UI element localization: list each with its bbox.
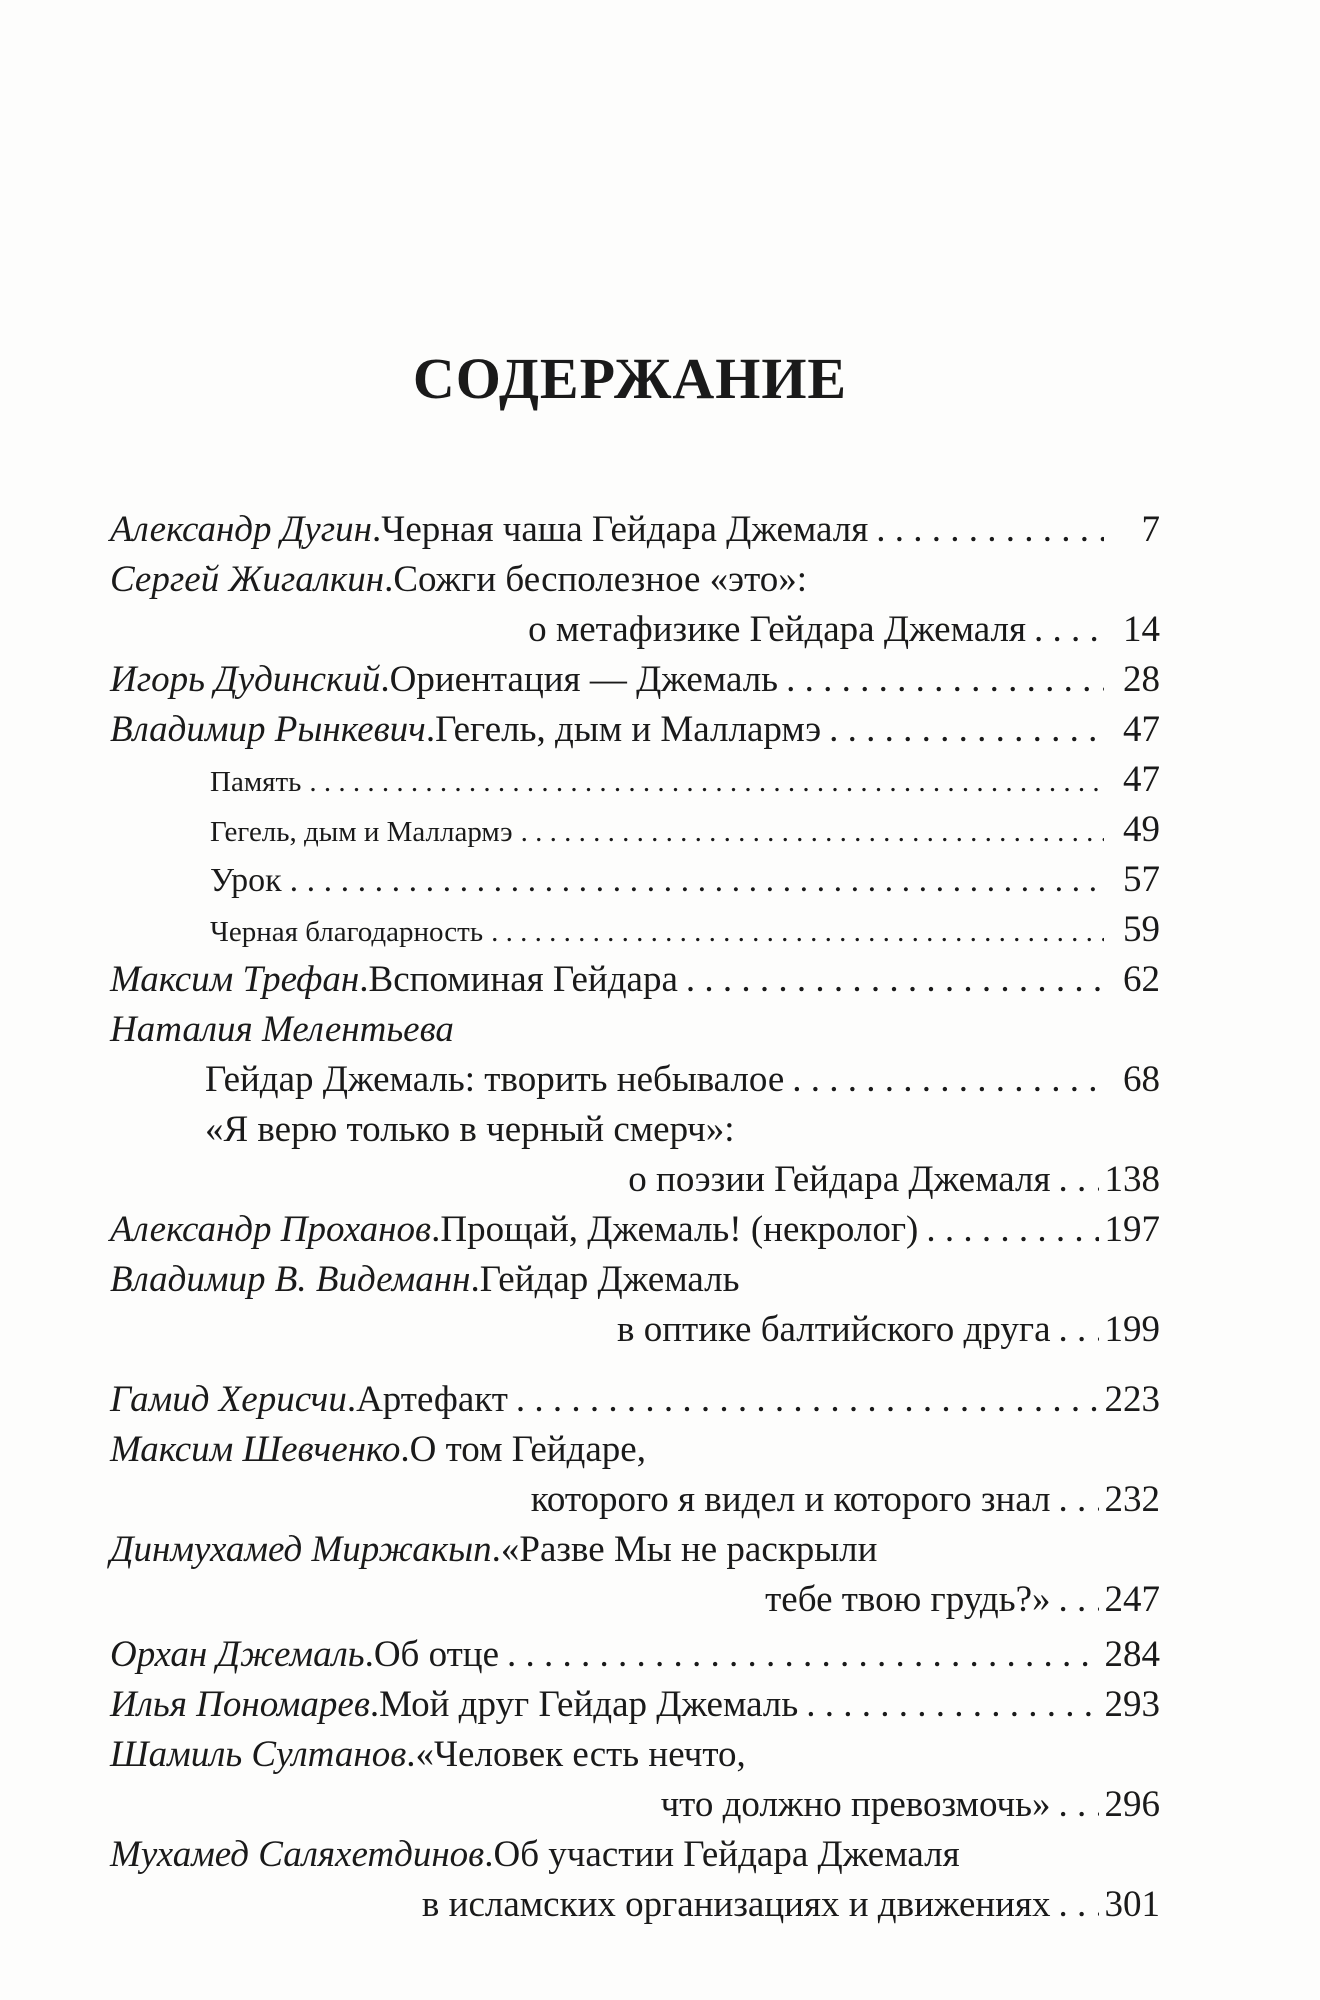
toc-title: Урок xyxy=(210,862,282,899)
toc-separator: . xyxy=(346,1379,357,1420)
toc-separator: . xyxy=(406,1734,416,1775)
toc-separator: . xyxy=(425,709,436,750)
toc-entry-continuation xyxy=(110,1305,1160,1355)
toc-title: Мой друг Гейдар Джемаль xyxy=(379,1684,799,1725)
toc-leader-dots xyxy=(1059,1780,1099,1830)
toc-author: Сергей Жигалкин xyxy=(110,559,385,600)
toc-entry-continuation xyxy=(110,1575,1160,1625)
toc-title: О том Гейдаре, xyxy=(409,1429,646,1470)
toc-subentry xyxy=(110,1105,1160,1155)
toc-subentry xyxy=(110,855,1160,905)
toc-title: Черная чаша Гейдара Джемаля xyxy=(381,509,869,550)
toc-title: «Я верю только в черный смерч»: xyxy=(205,1109,735,1150)
toc-page-number: 47 xyxy=(1123,709,1160,750)
toc-separator: . xyxy=(484,1834,494,1875)
toc-title: Гейдар Джемаль xyxy=(479,1259,740,1300)
toc-author: Наталия Мелентьева xyxy=(110,1009,454,1050)
toc-page-number: 293 xyxy=(1104,1684,1160,1725)
toc-author: Максим Шевченко xyxy=(110,1429,401,1470)
toc-leader-dots xyxy=(786,655,1104,705)
toc-entry xyxy=(110,1205,1160,1255)
toc-author: Мухамед Саляхетдинов xyxy=(110,1834,485,1875)
toc-entry xyxy=(110,1630,1160,1680)
toc-leader-dots xyxy=(491,907,1104,957)
toc-title: в оптике балтийского друга xyxy=(617,1309,1051,1350)
toc-author: Владимир Рынкевич xyxy=(110,709,426,750)
toc-page-number: 223 xyxy=(1104,1379,1160,1420)
toc-page-number: 284 xyxy=(1104,1634,1160,1675)
toc-page-number: 7 xyxy=(1141,509,1160,550)
toc-page-number: 296 xyxy=(1104,1784,1160,1825)
toc-title: «Человек есть нечто, xyxy=(415,1734,746,1775)
toc-author: Александр Дугин xyxy=(110,509,373,550)
toc-title: Об участии Гейдара Джемаля xyxy=(493,1834,960,1875)
toc-entry-continuation xyxy=(110,1780,1160,1830)
toc-page-number: 28 xyxy=(1123,659,1160,700)
toc-page-number: 59 xyxy=(1123,909,1160,950)
toc-subentry xyxy=(110,755,1160,805)
toc-separator: . xyxy=(369,1684,380,1725)
toc-author: Орхан Джемаль xyxy=(110,1634,365,1675)
toc-title: Гегель, дым и Маллармэ xyxy=(210,816,513,848)
toc-entry xyxy=(110,1680,1160,1730)
toc-page-number: 199 xyxy=(1104,1309,1160,1350)
toc-entry xyxy=(110,1830,1160,1880)
toc-leader-dots xyxy=(1059,1575,1099,1625)
toc-entry xyxy=(110,1425,1160,1475)
toc-separator: . xyxy=(470,1259,480,1300)
toc-separator: . xyxy=(359,959,369,1000)
toc-entry xyxy=(110,705,1160,755)
toc-entry xyxy=(110,1525,1160,1575)
toc-page-number: 49 xyxy=(1123,809,1160,850)
toc-leader-dots xyxy=(686,955,1104,1005)
page-title: СОДЕРЖАНИЕ xyxy=(412,346,848,411)
toc-leader-dots xyxy=(806,1680,1098,1730)
toc-entry xyxy=(110,1005,1160,1055)
toc-page-number: 232 xyxy=(1104,1479,1160,1520)
toc-leader-dots xyxy=(1059,1305,1099,1355)
toc-author: Гамид Херисчи xyxy=(110,1379,347,1420)
toc-entry-continuation xyxy=(110,1880,1160,1930)
toc-page-number: 197 xyxy=(1104,1209,1160,1250)
toc-author: Владимир В. Видеманн xyxy=(110,1259,471,1300)
toc-leader-dots xyxy=(1059,1155,1099,1205)
toc-author: Александр Проханов xyxy=(110,1209,432,1250)
toc-leader-dots xyxy=(829,705,1104,755)
toc-leader-dots xyxy=(1059,1475,1099,1525)
toc-author: Шамиль Султанов xyxy=(110,1734,407,1775)
toc-page-number: 57 xyxy=(1123,859,1160,900)
toc-entry xyxy=(110,1730,1160,1780)
toc-title: о поэзии Гейдара Джемаля xyxy=(628,1159,1051,1200)
toc-entry xyxy=(110,655,1160,705)
toc-title: Об отце xyxy=(373,1634,500,1675)
toc-title: Вспоминая Гейдара xyxy=(368,959,678,1000)
toc-leader-dots xyxy=(876,505,1104,555)
toc-title: о метафизике Гейдара Джемаля xyxy=(528,609,1026,650)
toc-title: Прощай, Джемаль! (некролог) xyxy=(440,1209,919,1250)
toc-entry-continuation xyxy=(110,1475,1160,1525)
toc-separator: . xyxy=(372,509,382,550)
toc-title: Ориентация — Джемаль xyxy=(389,659,779,700)
toc-page-number: 247 xyxy=(1104,1579,1160,1620)
toc-leader-dots xyxy=(1059,1880,1099,1930)
toc-title: Гейдар Джемаль: творить небывалое xyxy=(205,1059,785,1100)
toc-subentry xyxy=(110,805,1160,855)
toc-separator: . xyxy=(431,1209,441,1250)
toc-separator: . xyxy=(384,559,394,600)
toc-page-number: 14 xyxy=(1123,609,1160,650)
toc-leader-dots xyxy=(1034,605,1104,655)
toc-separator: . xyxy=(380,659,390,700)
toc-entry xyxy=(110,505,1160,555)
toc-separator: . xyxy=(364,1634,374,1675)
toc-page-number: 62 xyxy=(1123,959,1160,1000)
toc-entry-continuation xyxy=(110,605,1160,655)
toc-title: «Разве Мы не раскрыли xyxy=(500,1529,878,1570)
toc-title: в исламских организациях и движениях xyxy=(421,1884,1051,1925)
toc-title: которого я видел и которого знал xyxy=(530,1479,1051,1520)
toc-leader-dots xyxy=(521,807,1104,857)
toc-leader-dots xyxy=(792,1055,1104,1105)
toc-page-number: 138 xyxy=(1104,1159,1160,1200)
toc-page-number: 68 xyxy=(1123,1059,1160,1100)
toc-entry xyxy=(110,555,1160,605)
toc-entry-continuation xyxy=(110,1155,1160,1205)
toc-page-number: 47 xyxy=(1123,759,1160,800)
toc-author: Игорь Дудинский xyxy=(110,659,381,700)
toc-author: Илья Пономарев xyxy=(110,1684,370,1725)
toc-separator: . xyxy=(400,1429,410,1470)
toc-author: Максим Трефан xyxy=(110,959,360,1000)
toc-page-number: 301 xyxy=(1104,1884,1160,1925)
toc-leader-dots xyxy=(309,757,1104,807)
toc-title: Память xyxy=(210,766,302,798)
toc-subentry xyxy=(110,1055,1160,1105)
toc-entry xyxy=(110,1255,1160,1305)
toc-leader-dots xyxy=(290,856,1104,906)
toc-entry xyxy=(110,1375,1160,1425)
toc-author: Динмухамед Миржакып xyxy=(110,1529,492,1570)
toc-leader-dots xyxy=(926,1205,1098,1255)
toc-separator: . xyxy=(491,1529,501,1570)
toc-title: что должно превозмочь» xyxy=(660,1784,1051,1825)
toc-subentry xyxy=(110,905,1160,955)
toc-title: Черная благодарность xyxy=(210,916,484,948)
toc-title: Артефакт xyxy=(356,1379,508,1420)
toc-entry xyxy=(110,955,1160,1005)
toc-title: тебе твою грудь?» xyxy=(765,1579,1051,1620)
toc-leader-dots xyxy=(507,1630,1098,1680)
toc-title: Гегель, дым и Маллармэ xyxy=(435,709,822,750)
toc-leader-dots xyxy=(516,1375,1099,1425)
toc-title: Сожги бесполезное «это»: xyxy=(393,559,808,600)
